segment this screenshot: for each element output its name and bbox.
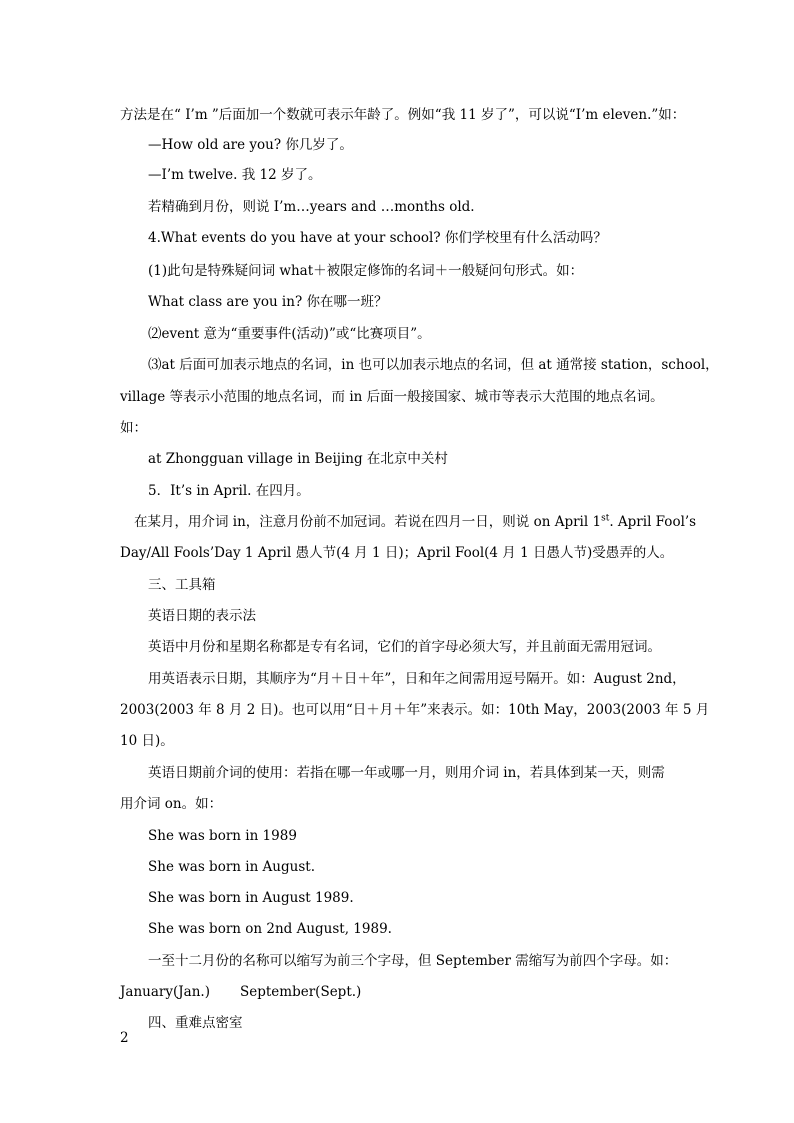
section-heading: 4.What events do you have at your school? 你们学校里有什么活动吗？ [148, 230, 607, 246]
page-number: 2 [120, 1030, 129, 1046]
example-line: She was born in 1989 [148, 828, 297, 844]
paragraph-line: 10 日)。 [120, 733, 174, 749]
paragraph-line: 英语中月份和星期名称都是专有名词，它们的首字母必须大写，并且前面无需用冠词。 [148, 639, 661, 655]
paragraph-line: (1)此句是特殊疑问词 what＋被限定修饰的名词＋一般疑问句形式。如： [148, 263, 584, 279]
paragraph-line: 一至十二月份的名称可以缩写为前三个字母，但 September 需缩写为前四个字母。如： [148, 953, 678, 969]
text-span: . April Fool’s [609, 514, 697, 530]
paragraph-line: 2003(2003 年 8 月 2 日)。也可以用“日＋月＋年”来表示。如：10th May，2003(2003 年 5 月 [120, 702, 710, 718]
example-line: What class are you in? 你在哪一班？ [148, 294, 388, 310]
text-span: 在某月，用介词 in，注意月份前不加冠词。若说在四月一日，则说 on April 1 [134, 514, 602, 530]
paragraph-line: ⑵event 意为“重要事件(活动)”或“比赛项目”。 [148, 326, 431, 342]
example-line: She was born in August. [148, 859, 315, 875]
superscript: st [601, 513, 610, 524]
dialogue-line: —How old are you? 你几岁了。 [148, 137, 353, 153]
paragraph-line [0, 513, 794, 531]
example-line: She was born in August 1989. [148, 890, 354, 906]
example-line: at Zhongguan village in Beijing 在北京中关村 [148, 451, 448, 467]
example-line: She was born on 2nd August, 1989. [148, 921, 392, 937]
paragraph-line: 若精确到月份，则说 I’m…years and …months old. [148, 199, 475, 215]
paragraph-line: ⑶at 后面可加表示地点的名词，in 也可以加表示地点的名词，但 at 通常接 station，school， [148, 357, 719, 373]
paragraph-line: 用介词 on。如： [120, 796, 223, 812]
subheading: 英语日期的表示法 [148, 608, 256, 624]
paragraph-line: 英语日期前介词的使用：若指在哪一年或哪一月，则用介词 in，若具体到某一天，则需 [148, 765, 665, 781]
section-heading: 5．It’s in April. 在四月。 [148, 483, 310, 499]
section-heading: 三、工具箱 [148, 577, 216, 593]
section-heading: 四、重难点密室 [148, 1015, 243, 1031]
paragraph-line: 如： [120, 420, 147, 436]
paragraph-line: Day/All Fools’Day 1 April 愚人节(4 月 1 日)；April Fool(4 月 1 日愚人节)受愚弄的人。 [120, 545, 674, 561]
paragraph-line: village 等表示小范围的地点名词，而 in 后面一般接国家、城市等表示大范围的地点名词。 [120, 389, 664, 405]
dialogue-line: —I’m twelve. 我 12 岁了。 [148, 167, 322, 183]
paragraph-line: 用英语表示日期，其顺序为“月＋日＋年”，日和年之间需用逗号隔开。如：August 2nd， [148, 671, 686, 687]
example-line: January(Jan.) September(Sept.) [120, 984, 362, 1000]
paragraph-line: 方法是在“ I’m ”后面加一个数就可表示年龄了。例如“我 11 岁了”，可以说“I’m eleven.”如： [120, 107, 686, 123]
